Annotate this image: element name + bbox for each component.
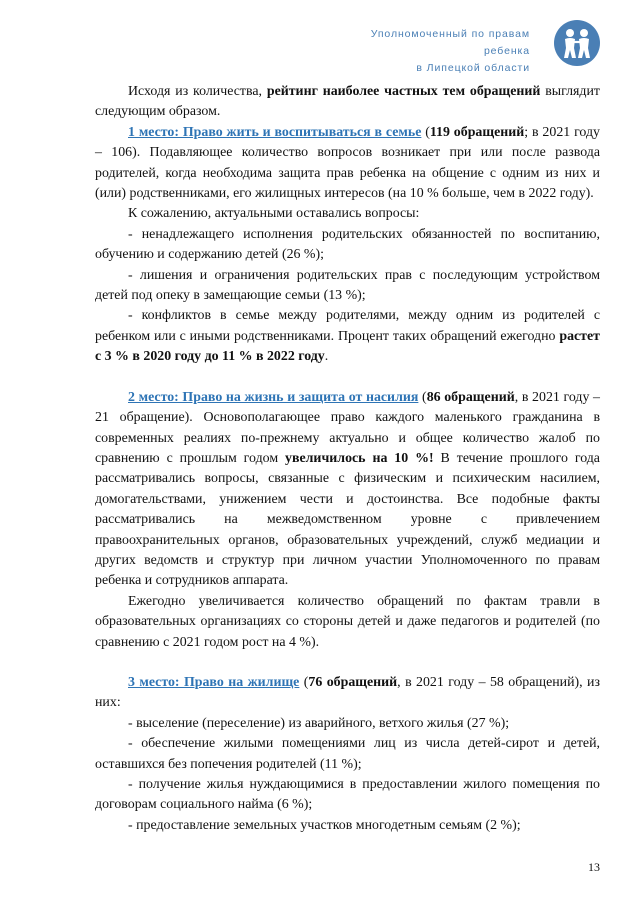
paragraph-place-1 — [95, 123, 600, 205]
text-run: ( — [299, 674, 309, 690]
paragraph-place-2 — [95, 388, 600, 592]
bold-text: 86 обращений — [426, 389, 515, 405]
children-silhouette-icon — [554, 20, 600, 66]
organization-name — [330, 26, 530, 77]
organization-name-line2: в Липецкой области — [416, 62, 530, 74]
text-run: ; в 2021 году – 106). Подавляющее количество вопросов возникает при или после развода родителей, когда необходима защита прав ребенка на общение с одним из них и (или) родственниками, его жилищных интересов (на 10 % больше, чем в 2022 году). — [95, 124, 600, 202]
document-body — [95, 82, 600, 836]
list-item: - выселение (переселение) из аварийного, ветхого жилья (27 %); — [128, 715, 510, 731]
list-item: - предоставление земельных участков многодетным семьям (2 %); — [128, 817, 521, 833]
list-item: - ненадлежащего исполнения родительских обязанностей по воспитанию, обучению и содержанию детей (26 %); — [95, 226, 600, 263]
text-run: выглядит следующим образом. — [95, 84, 601, 120]
place-2-heading-link[interactable]: 2 место: Право на жизнь и защита от насилия — [128, 389, 419, 405]
text-run: , в 2021 году – 58 обращений), из них: — [95, 674, 600, 711]
page-header — [330, 10, 600, 74]
text-run: , в 2021 году – 21 обращение). Основополагающее право каждого маленького гражданина в современных реалиях по-прежнему актуально и общее количество жалоб по сравнению с прошлым годом — [95, 389, 601, 466]
list-item: - получение жилья нуждающимися в предоставлении жилого помещения по договорам социального найма (6 %); — [95, 777, 600, 813]
list-item — [95, 306, 600, 367]
list-item: - обеспечение жилыми помещениями лиц из числа детей-сирот и детей, оставшихся без попечения родителей (11 %); — [95, 736, 600, 772]
organization-name-line1: Уполномоченный по правам ребенка — [370, 28, 530, 57]
paragraph-actual-issues: К сожалению, актуальными оставались вопросы: — [128, 206, 420, 222]
text-run: В течение прошлого года рассматривались вопросы, связанные с физическим и психическим насилием, домогательствами, унижением чести и достоинства. Все подобные факты рассматривались на межведомственном уровне с привлечением правоохранительных органов, образовательных учреждений, служб медиации и других ведомств и структур при личном участии Уполномоченного по правам ребенка и сотрудников аппарата. — [95, 450, 600, 589]
bold-text: рейтинг наиболее частных тем обращений — [266, 84, 541, 99]
list-item: - лишения и ограничения родительских прав с последующим устройством детей под опеку в замещающие семьи (13 %); — [95, 267, 600, 304]
bold-text: 76 обращений — [308, 674, 398, 690]
bold-text: увеличилось на 10 %! — [285, 450, 434, 466]
place-1-heading-link[interactable]: 1 место: Право жить и воспитываться в семье — [128, 124, 422, 140]
place-3-heading-link[interactable]: 3 место: Право на жилище — [128, 674, 300, 690]
page-number: 13 — [588, 860, 600, 874]
text-run: . — [324, 349, 329, 365]
paragraph-intro — [95, 82, 600, 123]
text-run: ( — [421, 124, 430, 140]
text-run: ( — [418, 389, 427, 405]
bold-text: 119 обращений — [429, 124, 525, 140]
text-run: Исходя из количества, — [128, 84, 267, 99]
paragraph-place-3 — [95, 673, 600, 714]
text-run: - конфликтов в семье между родителями, между одним из родителей с ребенком или с иными родственниками. Процент таких обращений ежегодно — [95, 308, 600, 344]
paragraph-bullying: Ежегодно увеличивается количество обращений по фактам травли в образовательных организациях со стороны детей и даже педагогов и родителей (по сравнению с 2021 годом рост на 4 %). — [95, 593, 600, 650]
bold-text: растет с 3 % в 2020 году до 11 % в 2022 году — [95, 328, 600, 365]
